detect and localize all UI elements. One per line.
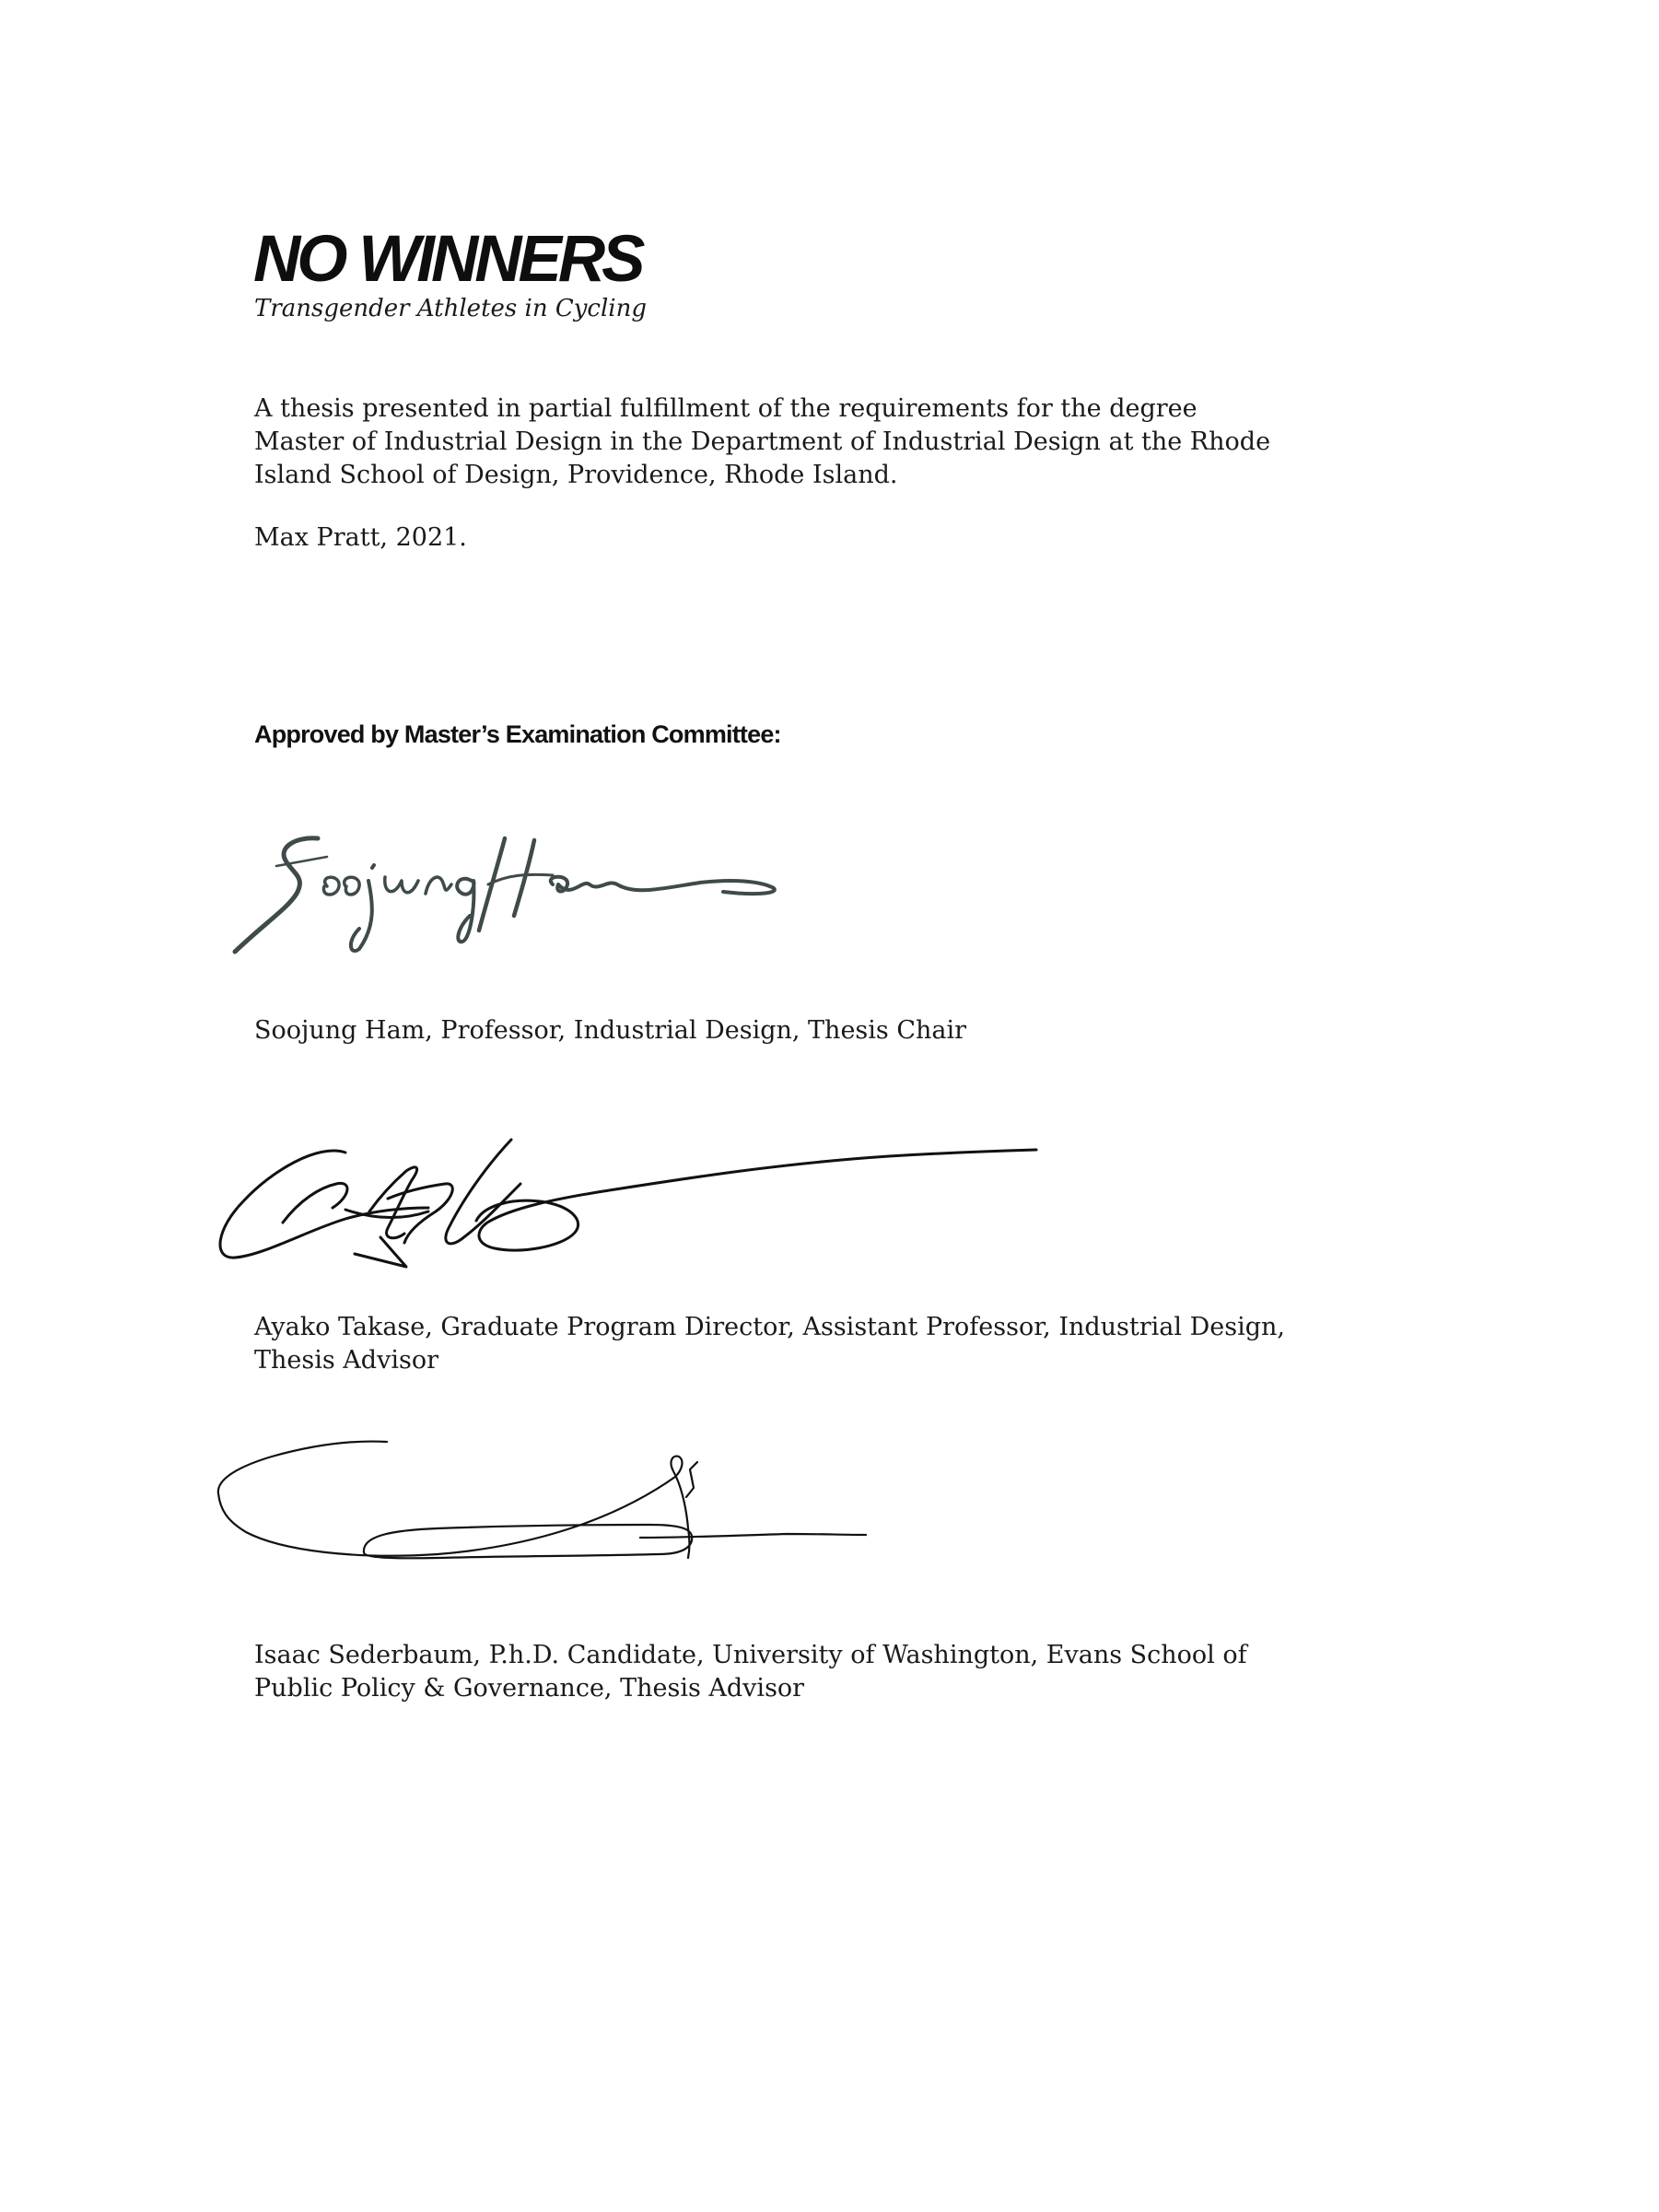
- document-subtitle: Transgender Athletes in Cycling: [254, 295, 648, 322]
- signatory-caption-2: Ayako Takase, Graduate Program Director, Assistant Professor, Industrial Design, Thesis Advisor: [254, 1313, 1285, 1375]
- signature-ayako-takase: [207, 1119, 1055, 1285]
- thesis-statement: A thesis presented in partial fulfillment of the requirements for the degree Master of Industrial Design in the Department of Industrial Design at the Rhode Island School of Design, Providence, Rhode Island.: [254, 394, 1271, 489]
- author-line: Max Pratt, 2021.: [254, 523, 467, 552]
- committee-heading: Approved by Master’s Examination Committee:: [254, 720, 781, 748]
- signature-soojung-ham: [221, 820, 940, 958]
- document-title: NO WINNERS: [253, 223, 642, 296]
- signatory-caption-1: Soojung Ham, Professor, Industrial Design, Thesis Chair: [254, 1016, 967, 1045]
- signature-isaac-sederbaum: [207, 1433, 889, 1575]
- signatory-caption-3: Isaac Sederbaum, P.h.D. Candidate, University of Washington, Evans School of Public Policy & Governance, Thesis Advisor: [254, 1641, 1247, 1703]
